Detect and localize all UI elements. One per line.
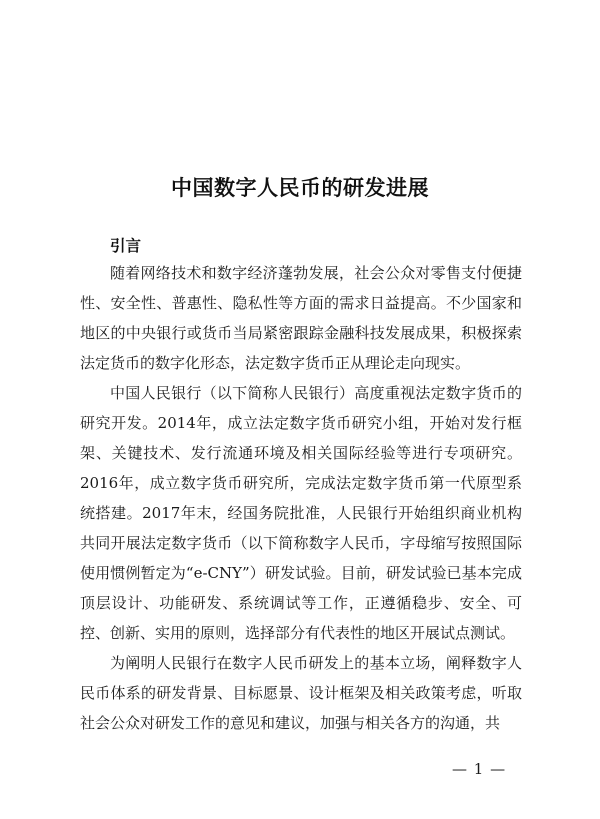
page-number: — 1 — bbox=[452, 760, 507, 778]
paragraph-1: 随着网络技术和数字经济蓬勃发展，社会公众对零售支付便捷性、安全性、普惠性、隐私性等方面的需求日益提高。不少国家和地区的中央银行或货币当局紧密跟踪金融科技发展成果，积极探索法定货币的数字化形态，法定数字货币正从理论走向现实。 bbox=[80, 264, 522, 372]
section-heading-introduction: 引言 bbox=[110, 237, 142, 255]
paragraph-3: 为阐明人民银行在数字人民币研发上的基本立场，阐释数字人民币体系的研发背景、目标愿景、设计框架及相关政策考虑，听取社会公众对研发工作的意见和建议，加强与相关各方的沟通，共 bbox=[80, 654, 522, 732]
body-text bbox=[80, 258, 522, 738]
paragraph-2: 中国人民银行（以下简称人民银行）高度重视法定数字货币的研究开发。2014年，成立法定数字货币研究小组，开始对发行框架、关键技术、发行流通环境及相关国际经验等进行专项研究。2016年，成立数字货币研究所，完成法定数字货币第一代原型系统搭建。2017年末，经国务院批准，人民银行开始组织商业机构共同开展法定数字货币（以下简称数字人民币，字母缩写按照国际使用惯例暂定为“e-CNY”）研发试验。目前，研发试验已基本完成顶层设计、功能研发、系统调试等工作，正遵循稳步、安全、可控、创新、实用的原则，选择部分有代表性的地区开展试点测试。 bbox=[80, 384, 522, 642]
document-title: 中国数字人民币的研发进展 bbox=[171, 176, 429, 200]
